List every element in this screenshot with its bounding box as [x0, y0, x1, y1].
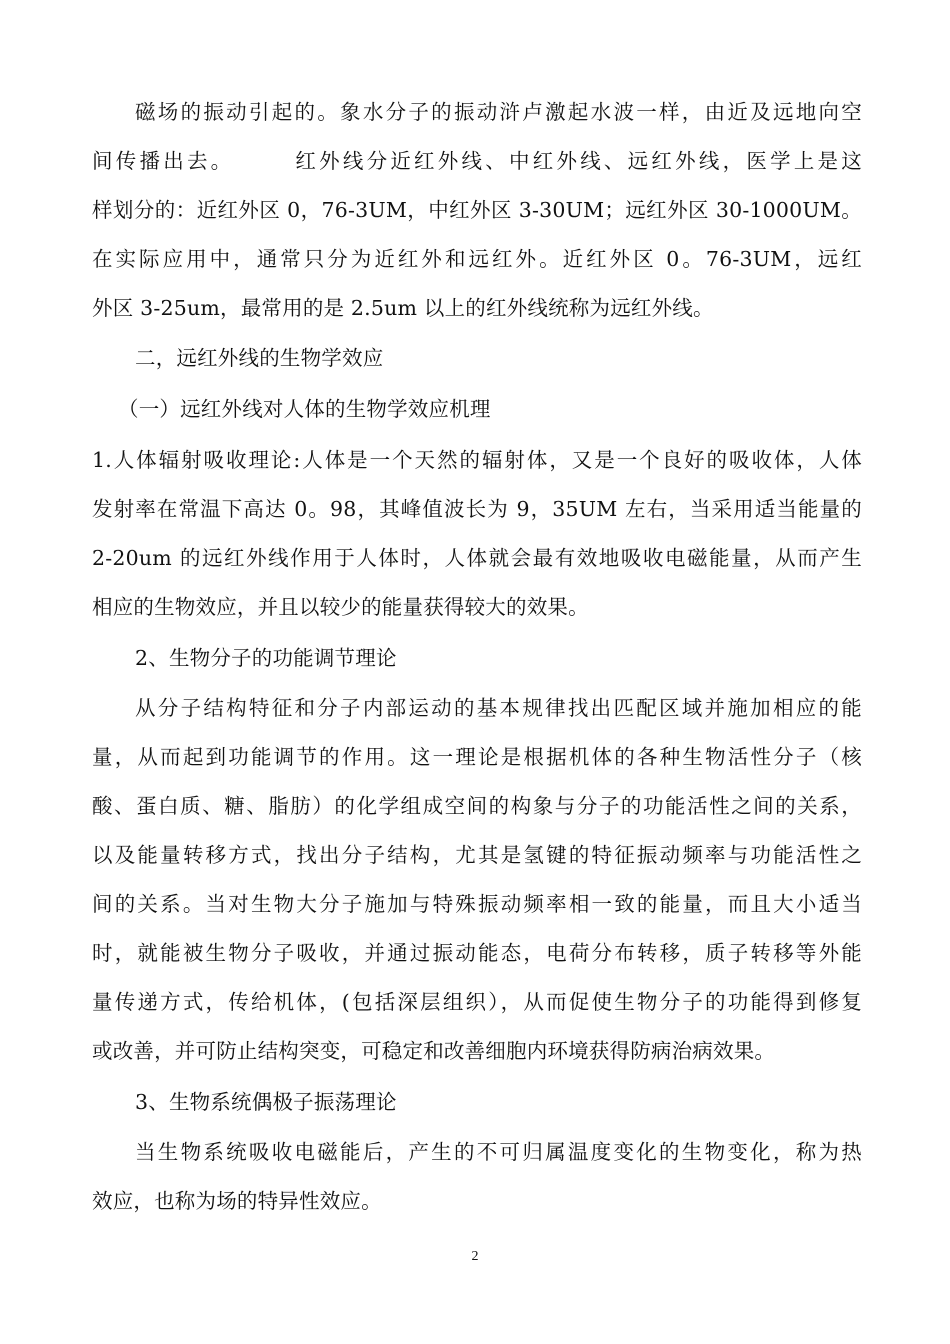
paragraph-line: 外区 3-25um，最常用的是 2.5um 以上的红外线统称为远红外线。 — [92, 296, 714, 320]
paragraph-line: 从分子结构特征和分子内部运动的基本规律找出匹配区域并施加相应的能 — [135, 696, 862, 720]
page-number: 2 — [471, 1249, 479, 1264]
paragraph-line: 发射率在常温下高达 0。98，其峰值波长为 9，35UM 左右，当采用适当能量的 — [92, 497, 862, 521]
paragraph-line: 相应的生物效应，并且以较少的能量获得较大的效果。 — [92, 595, 589, 619]
paragraph-line: 2-20um 的远红外线作用于人体时，人体就会最有效地吸收电磁能量，从而产生 — [92, 546, 862, 570]
paragraph-line: 当生物系统吸收电磁能后，产生的不可归属温度变化的生物变化，称为热 — [135, 1140, 862, 1164]
paragraph-line: 以及能量转移方式，找出分子结构，尤其是氢键的特征振动频率与功能活性之 — [92, 843, 862, 867]
section-heading: 二，远红外线的生物学效应 — [135, 346, 384, 370]
subsection-heading: （一）远红外线对人体的生物学效应机理 — [118, 397, 491, 421]
paragraph-line: 或改善，并可防止结构突变，可稳定和改善细胞内环境获得防病治病效果。 — [92, 1039, 776, 1063]
paragraph-line: 时，就能被生物分子吸收，并通过振动能态，电荷分布转移，质子转移等外能 — [92, 941, 862, 965]
paragraph-line: 磁场的振动引起的。象水分子的振动浒卢激起水波一样，由近及远地向空 — [135, 100, 862, 124]
paragraph-line: 在实际应用中，通常只分为近红外和远红外。近红外区 0。76-3UM，远红 — [92, 247, 862, 271]
subsection-heading: 2、生物分子的功能调节理论 — [135, 646, 397, 670]
subsection-heading: 3、生物系统偶极子振荡理论 — [135, 1090, 397, 1114]
paragraph-line: 量传递方式，传给机体，(包括深层组织），从而促使生物分子的功能得到修复 — [92, 990, 862, 1014]
paragraph-line: 间传播出去。 红外线分近红外线、中红外线、远红外线，医学上是这 — [92, 149, 862, 173]
paragraph-line: 间的关系。当对生物大分子施加与特殊振动频率相一致的能量，而且大小适当 — [92, 892, 862, 916]
paragraph-line: 效应，也称为场的特异性效应。 — [92, 1189, 382, 1213]
paragraph-line: 酸、蛋白质、糖、脂肪）的化学组成空间的构象与分子的功能活性之间的关系， — [92, 794, 862, 818]
paragraph-line: 1.人体辐射吸收理论:人体是一个天然的辐射体，又是一个良好的吸收体，人体 — [92, 448, 862, 472]
paragraph-line: 量，从而起到功能调节的作用。这一理论是根据机体的各种生物活性分子（核 — [92, 745, 862, 769]
paragraph-line: 样划分的：近红外区 0，76-3UM，中红外区 3-30UM；远红外区 30-1000UM。 — [92, 198, 862, 222]
